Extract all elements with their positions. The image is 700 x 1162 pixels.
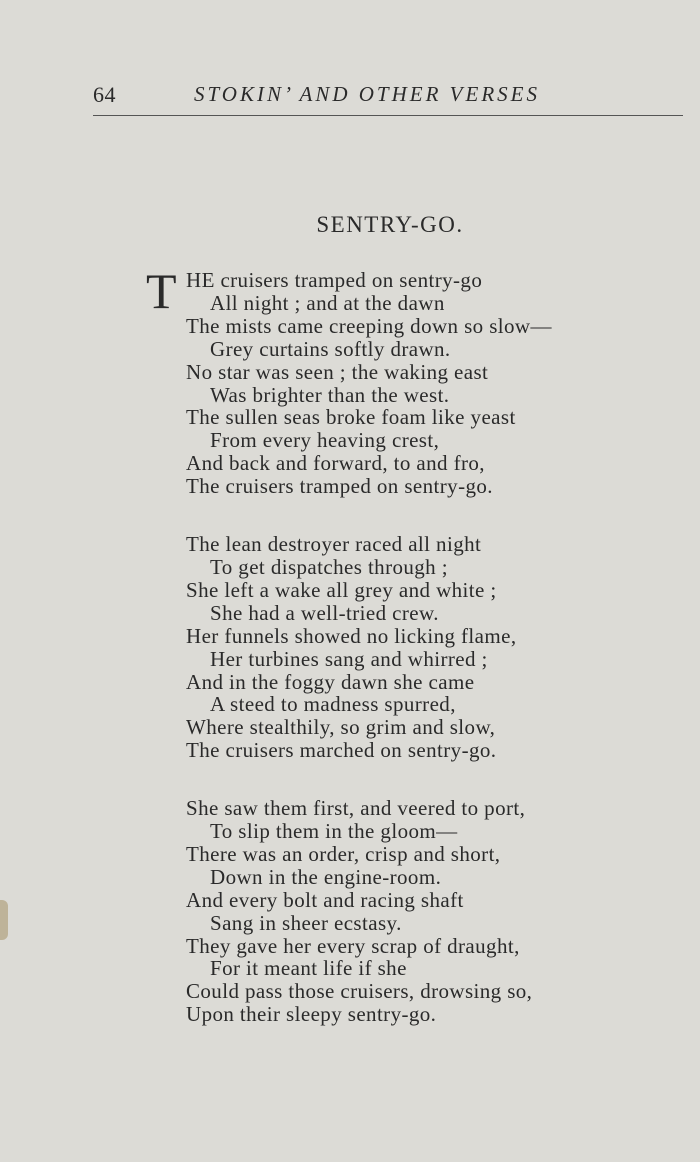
stanza xyxy=(146,263,666,499)
poem-line: They gave her every scrap of draught, xyxy=(186,933,520,958)
poem-line: To slip them in the gloom— xyxy=(210,819,458,844)
poem-line: She saw them first, and veered to port, xyxy=(186,796,526,821)
poem-line: Her funnels showed no licking flame, xyxy=(186,623,517,648)
poem-line: The lean destroyer raced all night xyxy=(186,532,482,557)
poem-line: And every bolt and racing shaft xyxy=(186,887,464,912)
poem-line: Her turbines sang and whirred ; xyxy=(210,646,488,671)
page-number: 64 xyxy=(93,82,116,107)
poem-line: She left a wake all grey and white ; xyxy=(186,577,497,602)
poem-line: All night ; and at the dawn xyxy=(210,290,445,315)
poem-line: Upon their sleepy sentry-go. xyxy=(186,1002,437,1027)
poem-line: For it meant life if she xyxy=(210,956,407,981)
poem-line: Was brighter than the west. xyxy=(210,382,450,407)
running-title: STOKIN’ AND OTHER VERSES xyxy=(194,82,540,106)
poem-line: Down in the engine-room. xyxy=(210,864,442,889)
page-edge-stain xyxy=(0,900,8,940)
poem-line: Could pass those cruisers, drowsing so, xyxy=(186,979,533,1004)
poem-line-text: HE cruisers tramped on sentry-go xyxy=(186,268,483,292)
poem-line: The cruisers tramped on sentry-go. xyxy=(186,474,493,499)
poem-line: The mists came creeping down so slow— xyxy=(186,313,552,338)
page-header xyxy=(0,82,700,112)
stanza xyxy=(186,533,666,762)
poem-line: She had a well-tried crew. xyxy=(210,600,439,625)
poem-line: The cruisers marched on sentry-go. xyxy=(186,738,497,763)
poem-line: From every heaving crest, xyxy=(210,428,440,453)
poem-line: And back and forward, to and fro, xyxy=(186,451,485,476)
poem-line: Grey curtains softly drawn. xyxy=(210,336,451,361)
poem-line: The sullen seas broke foam like yeast xyxy=(186,405,516,430)
stanza xyxy=(186,797,666,1026)
poem-title: SENTRY-GO. xyxy=(316,212,464,237)
drop-cap: T xyxy=(146,263,177,319)
header-rule xyxy=(93,115,683,116)
poem-body xyxy=(146,263,666,1061)
poem-line: No star was seen ; the waking east xyxy=(186,359,489,384)
poem-line: And in the foggy dawn she came xyxy=(186,669,475,694)
poem-line: There was an order, crisp and short, xyxy=(186,841,501,866)
poem-line: A steed to madness spurred, xyxy=(210,692,456,717)
poem-line: To get dispatches through ; xyxy=(210,554,448,579)
poem-line: Where stealthily, so grim and slow, xyxy=(186,715,496,740)
poem-line: Sang in sheer ecstasy. xyxy=(210,910,402,935)
